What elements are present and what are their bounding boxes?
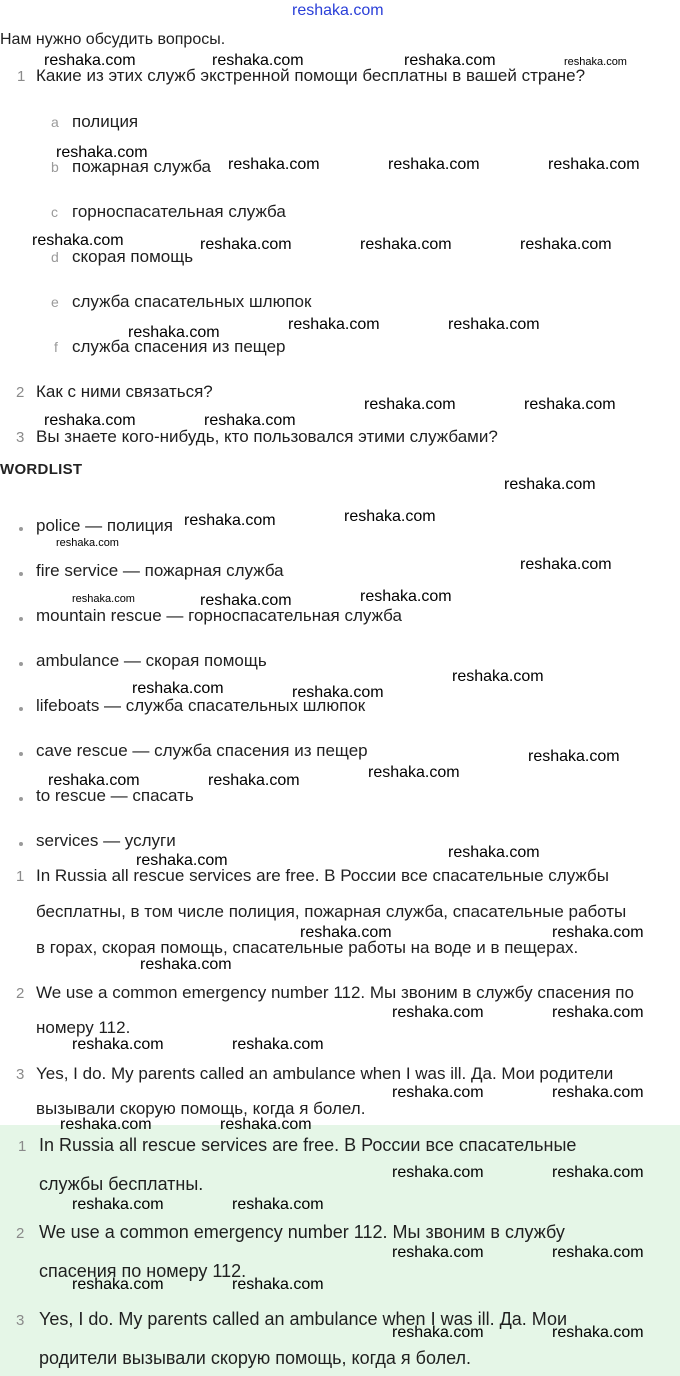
option-letter: c bbox=[51, 204, 58, 220]
watermark: reshaka.com bbox=[228, 156, 320, 173]
watermark: reshaka.com bbox=[232, 1276, 324, 1293]
answer-line: Yes, I do. My parents called an ambulance when I was ill. Да. Мои bbox=[39, 1309, 568, 1329]
watermark: reshaka.com bbox=[140, 956, 232, 973]
watermark: reshaka.com bbox=[520, 236, 612, 253]
wordlist-item: services — услуги bbox=[36, 831, 176, 850]
watermark: reshaka.com bbox=[44, 52, 136, 69]
watermark: reshaka.com bbox=[448, 316, 540, 333]
option-text: полиция bbox=[72, 112, 139, 131]
wordlist-item: police — полиция bbox=[36, 516, 174, 535]
bullet-icon bbox=[19, 797, 23, 801]
watermark: reshaka.com bbox=[48, 772, 140, 789]
answer-number: 2 bbox=[16, 985, 25, 1002]
wordlist-item: mountain rescue — горноспасательная служба bbox=[36, 606, 402, 625]
watermark: reshaka.com bbox=[552, 1324, 644, 1341]
wordlist-item: lifeboats — служба спасательных шлюпок bbox=[36, 696, 366, 715]
option-text: скорая помощь bbox=[72, 247, 194, 266]
question-number: 2 bbox=[16, 384, 25, 401]
watermark: reshaka.com bbox=[448, 844, 540, 861]
watermark: reshaka.com bbox=[72, 1276, 164, 1293]
watermark: reshaka.com bbox=[392, 1004, 484, 1021]
watermark: reshaka.com bbox=[392, 1244, 484, 1261]
answer-number: 2 bbox=[16, 1225, 25, 1242]
watermark: reshaka.com bbox=[404, 52, 496, 69]
question-number: 1 bbox=[17, 68, 26, 85]
watermark: reshaka.com bbox=[44, 412, 136, 429]
wordlist-item: cave rescue — служба спасения из пещер bbox=[36, 741, 368, 760]
watermark: reshaka.com bbox=[552, 924, 644, 941]
question-text: Какие из этих служб экстренной помощи бесплатны в вашей стране? bbox=[36, 66, 586, 85]
answer-line: вызывали скорую помощь, когда я болел. bbox=[36, 1099, 366, 1118]
answer-line: In Russia all rescue services are free. В России все спасательные службы bbox=[36, 866, 609, 885]
answer-line: в горах, скорая помощь, спасательные работы на воде и в пещерах. bbox=[36, 938, 579, 957]
option-letter: f bbox=[54, 339, 58, 355]
watermark: reshaka.com bbox=[388, 156, 480, 173]
answer-line: родители вызывали скорую помощь, когда я болел. bbox=[39, 1348, 471, 1368]
watermark: reshaka.com bbox=[520, 556, 612, 573]
bullet-icon bbox=[19, 707, 23, 711]
option-letter: a bbox=[51, 114, 59, 130]
bullet-icon bbox=[19, 527, 23, 531]
answer-line: In Russia all rescue services are free. В России все спасательные bbox=[39, 1135, 577, 1155]
wordlist-item: ambulance — скорая помощь bbox=[36, 651, 267, 670]
watermark: reshaka.com bbox=[136, 852, 228, 869]
option-letter: d bbox=[51, 249, 59, 265]
watermark: reshaka.com bbox=[368, 764, 460, 781]
watermark: reshaka.com bbox=[392, 1164, 484, 1181]
answer-line: службы бесплатны. bbox=[39, 1174, 204, 1194]
watermark: reshaka.com bbox=[504, 476, 596, 493]
watermark: reshaka.com bbox=[552, 1004, 644, 1021]
watermark: reshaka.com bbox=[552, 1244, 644, 1261]
answer-line: Yes, I do. My parents called an ambulance when I was ill. Да. Мои родители bbox=[36, 1064, 614, 1083]
watermark: reshaka.com bbox=[184, 512, 276, 529]
watermark: reshaka.com bbox=[344, 508, 436, 525]
wordlist-item: to rescue — спасать bbox=[36, 786, 194, 805]
watermark: reshaka.com bbox=[128, 324, 220, 341]
question-text: Как с ними связаться? bbox=[36, 382, 213, 401]
watermark: reshaka.com bbox=[220, 1116, 312, 1133]
watermark: reshaka.com bbox=[200, 236, 292, 253]
option-text: горноспасательная служба bbox=[72, 202, 286, 221]
watermark: reshaka.com bbox=[56, 144, 148, 161]
wordlist-item: fire service — пожарная служба bbox=[36, 561, 284, 580]
watermark: reshaka.com bbox=[452, 668, 544, 685]
answer-number: 3 bbox=[16, 1066, 25, 1083]
watermark: reshaka.com bbox=[72, 1036, 164, 1053]
watermark: reshaka.com bbox=[72, 593, 135, 605]
answer-number: 1 bbox=[18, 1138, 27, 1155]
watermark: reshaka.com bbox=[208, 772, 300, 789]
watermark: reshaka.com bbox=[360, 236, 452, 253]
watermark: reshaka.com bbox=[564, 56, 627, 68]
bullet-icon bbox=[19, 617, 23, 621]
watermark: reshaka.com bbox=[232, 1036, 324, 1053]
watermark: reshaka.com bbox=[552, 1164, 644, 1181]
watermark: reshaka.com bbox=[528, 748, 620, 765]
watermark: reshaka.com bbox=[56, 537, 119, 549]
answer-line: бесплатны, в том числе полиция, пожарная служба, спасательные работы bbox=[36, 902, 627, 921]
answer-line: We use a common emergency number 112. Мы звоним в службу спасения по bbox=[36, 983, 634, 1002]
option-letter: b bbox=[51, 159, 59, 175]
bullet-icon bbox=[19, 662, 23, 666]
wordlist-heading: WORDLIST bbox=[0, 461, 83, 478]
watermark: reshaka.com bbox=[524, 396, 616, 413]
watermark: reshaka.com bbox=[72, 1196, 164, 1213]
bullet-icon bbox=[19, 752, 23, 756]
answer-line: номеру 112. bbox=[36, 1018, 131, 1037]
watermark: reshaka.com bbox=[200, 592, 292, 609]
bullet-icon bbox=[19, 572, 23, 576]
watermark: reshaka.com bbox=[32, 232, 124, 249]
watermark: reshaka.com bbox=[204, 412, 296, 429]
watermark: reshaka.com bbox=[548, 156, 640, 173]
question-number: 3 bbox=[16, 429, 25, 446]
watermark: reshaka.com bbox=[288, 316, 380, 333]
option-text: служба спасения из пещер bbox=[72, 337, 286, 356]
question-text: Вы знаете кого-нибудь, кто пользовался этими службами? bbox=[36, 427, 498, 446]
answer-line: We use a common emergency number 112. Мы звоним в службу bbox=[39, 1222, 565, 1242]
watermark: reshaka.com bbox=[392, 1324, 484, 1341]
answer-line: спасения по номеру 112. bbox=[39, 1261, 247, 1281]
watermark: reshaka.com bbox=[132, 680, 224, 697]
option-text: пожарная служба bbox=[72, 157, 211, 176]
watermark: reshaka.com bbox=[300, 924, 392, 941]
watermark: reshaka.com bbox=[364, 396, 456, 413]
watermark: reshaka.com bbox=[292, 684, 384, 701]
intro-text: Нам нужно обсудить вопросы. bbox=[0, 31, 226, 48]
watermark: reshaka.com bbox=[212, 52, 304, 69]
watermark: reshaka.com bbox=[360, 588, 452, 605]
answer-number: 3 bbox=[16, 1312, 25, 1329]
watermark: reshaka.com bbox=[232, 1196, 324, 1213]
option-letter: e bbox=[51, 294, 59, 310]
watermark: reshaka.com bbox=[392, 1084, 484, 1101]
watermark: reshaka.com bbox=[60, 1116, 152, 1133]
site-header-link[interactable]: reshaka.com bbox=[292, 2, 384, 19]
option-text: служба спасательных шлюпок bbox=[72, 292, 312, 311]
answer-number: 1 bbox=[16, 868, 25, 885]
bullet-icon bbox=[19, 842, 23, 846]
watermark: reshaka.com bbox=[552, 1084, 644, 1101]
